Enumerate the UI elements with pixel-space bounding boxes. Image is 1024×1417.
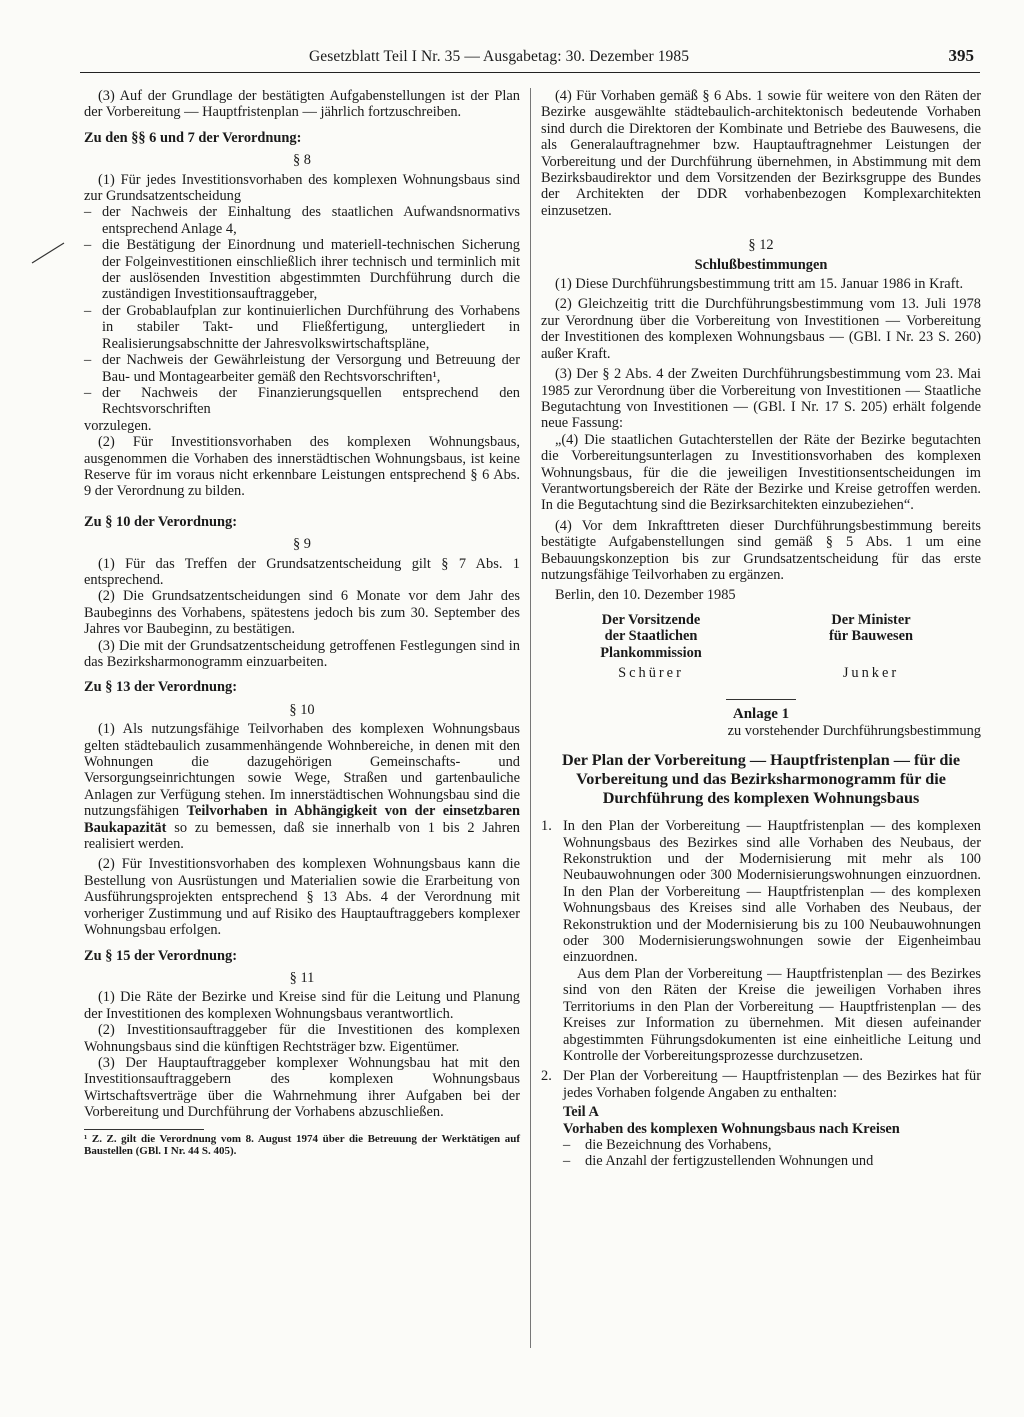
- paragraph: Aus dem Plan der Vorbereitung — Hauptfristenplan — des Bezirkes sind von den Räten der Kreise die jeweiligen Vorhaben ihres Territoriums in den Plan der Vorbereitung — Hauptfristenplan — des Kreises zur Information zu übernehmen. Mit diesen aufeinander abgestimmten Führungsdokumenten ist eine einheitliche Leitung und Kontrolle der Vorbereitungsprozesse durchzusetzen.: [563, 965, 981, 1064]
- right-column: [541, 88, 981, 1170]
- bold-text: Teilvorhaben in Abhängigkeit von der einsetzbaren Baukapazität: [84, 803, 520, 836]
- list-item: – der Nachweis der Gewährleistung der Versorgung und Betreuung der Bau- und Montagearbeiter gemäß den Rechtsvorschriften¹,: [84, 352, 520, 385]
- section-title: Schlußbestimmungen: [694, 256, 828, 273]
- section-heading: Zu § 10 der Verordnung:: [84, 513, 238, 530]
- list-item: – der Nachweis der Einhaltung des staatlichen Aufwandsnormativs entsprechend Anlage 4,: [84, 204, 520, 237]
- list-item: – die Bestätigung der Einordnung und materiell-technischen Sicherung der Folgeinvestitionen einschließlich ihrer technisch und terminlich mit der auslösenden Investition abgestimmten Durchführung durch die zuständigen Investitionsauftraggeber,: [84, 237, 520, 303]
- annex-subtitle: zu vorstehender Durchführungsbestimmung: [727, 722, 981, 739]
- pencil-mark: [30, 241, 66, 265]
- place-date: Berlin, den 10. Dezember 1985: [555, 587, 736, 604]
- signatory-title: Der Vorsitzende der Staatlichen Plankommission: [600, 611, 702, 661]
- list-item: [541, 818, 981, 1064]
- numbered-list: [541, 818, 981, 1170]
- paragraph: (1) Für jedes Investitionsvorhaben des komplexen Wohnungsbaus sind zur Grundsatzentscheidung: [84, 171, 520, 205]
- paragraph: (2) Für Investitionsvorhaben des komplexen Wohnungsbaus kann die Bestellung von Ausrüstungen und Materialien sowie die Erarbeitung von Ausführungsprojekten entsprechend § 13 Abs. 4 der Verordnung mit vorheriger Zustimmung und auf Risiko des Hauptauftraggebers komplexer Wohnungsbau erfolgen.: [84, 856, 520, 939]
- section-number: § 10: [289, 701, 315, 718]
- paragraph: (1) Die Räte der Bezirke und Kreise sind für die Leitung und Planung der Investitionen des komplexen Wohnungsbaus verantwortlich.: [84, 989, 520, 1022]
- list-item: – der Grobablaufplan zur kontinuierlichen Durchführung des Vorhabens in stabiler Takt- und Fließfertigung, untergliedert in Realisierungsabschnitte der Jahresvolkswirtschaftspläne,: [84, 303, 520, 352]
- section-number: § 11: [289, 969, 315, 986]
- paragraph: (4) Für Vorhaben gemäß § 6 Abs. 1 sowie für weitere von den Räten der Bezirke ausgewählte städtebaulich-architektonisch bedeutende Vorhaben sind durch die Direktoren der Kombinate und Betriebe des Bauwesens, die als Generalauftragnehmer bzw. Hauptauftragnehmer Leistungen der Vorbereitung und der Durchführung übernehmen, in Abstimmung mit dem Bezirksbaudirektor und dem Vorsitzenden der Bezirksgruppe des Bundes der Architekten der DDR vorhabenbezogen Komplexarchitekten einzusetzen.: [541, 88, 981, 219]
- paragraph: (4) Vor dem Inkrafttreten dieser Durchführungsbestimmung bereits bestätigte Aufgabenstellungen sind gemäß § 5 Abs. 1 um eine Bebauungskonzeption bis zur Grundsatzentscheidung für das erste nutzungsfähige Teilvorhaben zu ergänzen.: [541, 517, 981, 583]
- item-number: 2.: [541, 1068, 552, 1085]
- quoted-paragraph: „(4) Die staatlichen Gutachterstellen der Räte der Bezirke begutachten die Vorbereitungsunterlagen zu Investitionsvorhaben des komplexen Wohnungsbaus, für die die jeweiligen Investitionsentscheidungen im Verantwortungsbereich der Räte der Bezirke und Kreise getroffen werden. In die Begutachtung sind die Bezirksarchitekten einzubeziehen“.: [541, 431, 981, 514]
- annex-label: Anlage 1: [732, 706, 790, 723]
- paragraph: [84, 721, 520, 852]
- paragraph: (3) Der § 2 Abs. 4 der Zweiten Durchführungsbestimmung vom 23. Mai 1985 zur Verordnung über die Vorbereitung von Investitionen — Staatliche Begutachtung von Investitionen — (GBl. I Nr. 17 S. 205) erhält folgende neue Fassung:: [541, 366, 981, 432]
- part-label: Teil A: [563, 1104, 599, 1121]
- paragraph: (3) Der Hauptauftraggeber komplexer Wohnungsbau hat mit den Investitionsauftraggebern des komplexen Wohnungsbaus Wirtschaftsverträge über die Wahrnehmung ihrer Aufgaben bei der Vorbereitung und Durchführung der Vorhabens abzuschließen.: [84, 1054, 520, 1121]
- header-rule: [80, 72, 980, 73]
- paragraph-text: so zu bemessen, daß sie innerhalb von 1 bis 2 Jahren realisiert werden.: [84, 819, 520, 853]
- paragraph: (3) Die mit der Grundsatzentscheidung getroffenen Festlegungen sind in das Bezirksharmonogramm einzuarbeiten.: [84, 637, 520, 670]
- page-header: [0, 44, 1024, 74]
- footnote-rule: [84, 1129, 204, 1130]
- signatory-name: Schürer: [618, 665, 684, 681]
- paragraph: (2) Für Investitionsvorhaben des komplexen Wohnungsbaus, ausgenommen die Vorhaben des innerstädtischen Wohnungsbaus, ist keine Reserve für im voraus nicht erkennbare Leistungen entsprechend § 6 Abs. 9 der Verordnung zu bilden.: [84, 434, 520, 500]
- signatory-name: Junker: [842, 664, 900, 681]
- header-title: Gesetzblatt Teil I Nr. 35 — Ausgabetag: 30. Dezember 1985: [309, 48, 690, 65]
- part-title: Vorhaben des komplexen Wohnungsbaus nach Kreisen: [563, 1120, 900, 1137]
- list-item: – die Anzahl der fertigzustellenden Wohnungen und: [563, 1153, 981, 1169]
- paragraph: (2) Die Grundsatzentscheidungen sind 6 Monate vor dem Jahr des Baubeginns des Vorhabens, spätestens jedoch bis zum 30. September des Jahres vor Baubeginn, zu bestätigen.: [84, 588, 520, 638]
- section-heading: Zu den §§ 6 und 7 der Verordnung:: [84, 129, 302, 146]
- paragraph: vorzulegen.: [84, 417, 152, 434]
- paragraph: Der Plan der Vorbereitung — Hauptfristenplan — des Bezirkes hat für jedes Vorhaben folgende Angaben zu enthalten:: [563, 1068, 981, 1101]
- annex-title: Der Plan der Vorbereitung — Hauptfristenplan — für die Vorbereitung und das Bezirksharmonogramm für die Durchführung des komplexen Wohnungsbaus: [561, 751, 961, 808]
- dash-list: [84, 204, 520, 417]
- list-item: – die Bezeichnung des Vorhabens,: [563, 1137, 981, 1153]
- section-heading: Zu § 15 der Verordnung:: [84, 947, 238, 964]
- signature-block: [761, 612, 981, 682]
- left-column: [84, 88, 520, 1157]
- dash-list: [563, 1137, 981, 1170]
- paragraph: (3) Auf der Grundlage der bestätigten Aufgabenstellungen ist der Plan der Vorbereitung — Hauptfristenplan — jährlich fortzuschreiben.: [84, 88, 520, 121]
- item-number: 1.: [541, 818, 552, 835]
- page-number: 395: [948, 46, 974, 65]
- list-item: [541, 1068, 981, 1169]
- paragraph: (2) Investitionsauftraggeber für die Investitionen des komplexen Wohnungsbaus sind die künftigen Rechtsträger bzw. Eigentümer.: [84, 1022, 520, 1055]
- signature-row: [541, 612, 981, 682]
- list-item: – der Nachweis der Finanzierungsquellen entsprechend den Rechtsvorschriften: [84, 385, 520, 418]
- column-divider: [530, 88, 531, 1348]
- signatory-title: Der Minister für Bauwesen: [828, 611, 914, 645]
- section-number: § 8: [293, 152, 311, 169]
- section-heading: Zu § 13 der Verordnung:: [84, 679, 238, 696]
- paragraph-text: (1) Als nutzungsfähige Teilvorhaben des komplexen Wohnungsbaus gelten städtebaulich zusammenhängende Wohnbereiche, in denen mit den Wohnungen die dazugehörigen Gemeinschafts- und Versorgungseinrichtungen sowie Wege, Straßen und gartenbauliche Anlagen zur Verfügung stehen. Im innerstädtischen Wohnungsbau sind die nutzungsfähigen: [84, 721, 520, 820]
- signature-block: [541, 612, 761, 682]
- paragraph: In den Plan der Vorbereitung — Hauptfristenplan — des komplexen Wohnungsbaus des Bezirkes sind alle Vorhaben des Neubaus, der Rekonstruktion und der Modernisierung mit mehr als 100 Neubauwohnungen oder 300 Modernisierungswohnungen einzuordnen. In den Plan der Vorbereitung — Hauptfristenplan — des komplexen Wohnungsbaus des Kreises sind alle Vorhaben des Neubaus, der Rekonstruktion und der Modernisierung bis zu 100 Neubauwohnungen oder 300 Modernisierungswohnungen sowie der Eigenheimbau einzuordnen.: [563, 818, 981, 966]
- paragraph: (1) Für das Treffen der Grundsatzentscheidung gilt § 7 Abs. 1 entsprechend.: [84, 555, 520, 588]
- paragraph: (2) Gleichzeitig tritt die Durchführungsbestimmung vom 13. Juli 1978 zur Verordnung über die Vorbereitung von Investitionen — Vorbereitung der Investitionen des komplexen Wohnungsbaus — (GBl. I Nr. 23 S. 260) außer Kraft.: [541, 296, 981, 362]
- section-number: § 12: [748, 237, 774, 254]
- annex-rule: [726, 699, 796, 700]
- paragraph: (1) Diese Durchführungsbestimmung tritt am 15. Januar 1986 in Kraft.: [555, 276, 964, 293]
- section-number: § 9: [293, 536, 311, 553]
- footnote: ¹ Z. Z. gilt die Verordnung vom 8. August 1974 über die Betreuung der Werktätigen auf Baustellen (GBl. I Nr. 44 S. 405).: [84, 1132, 520, 1157]
